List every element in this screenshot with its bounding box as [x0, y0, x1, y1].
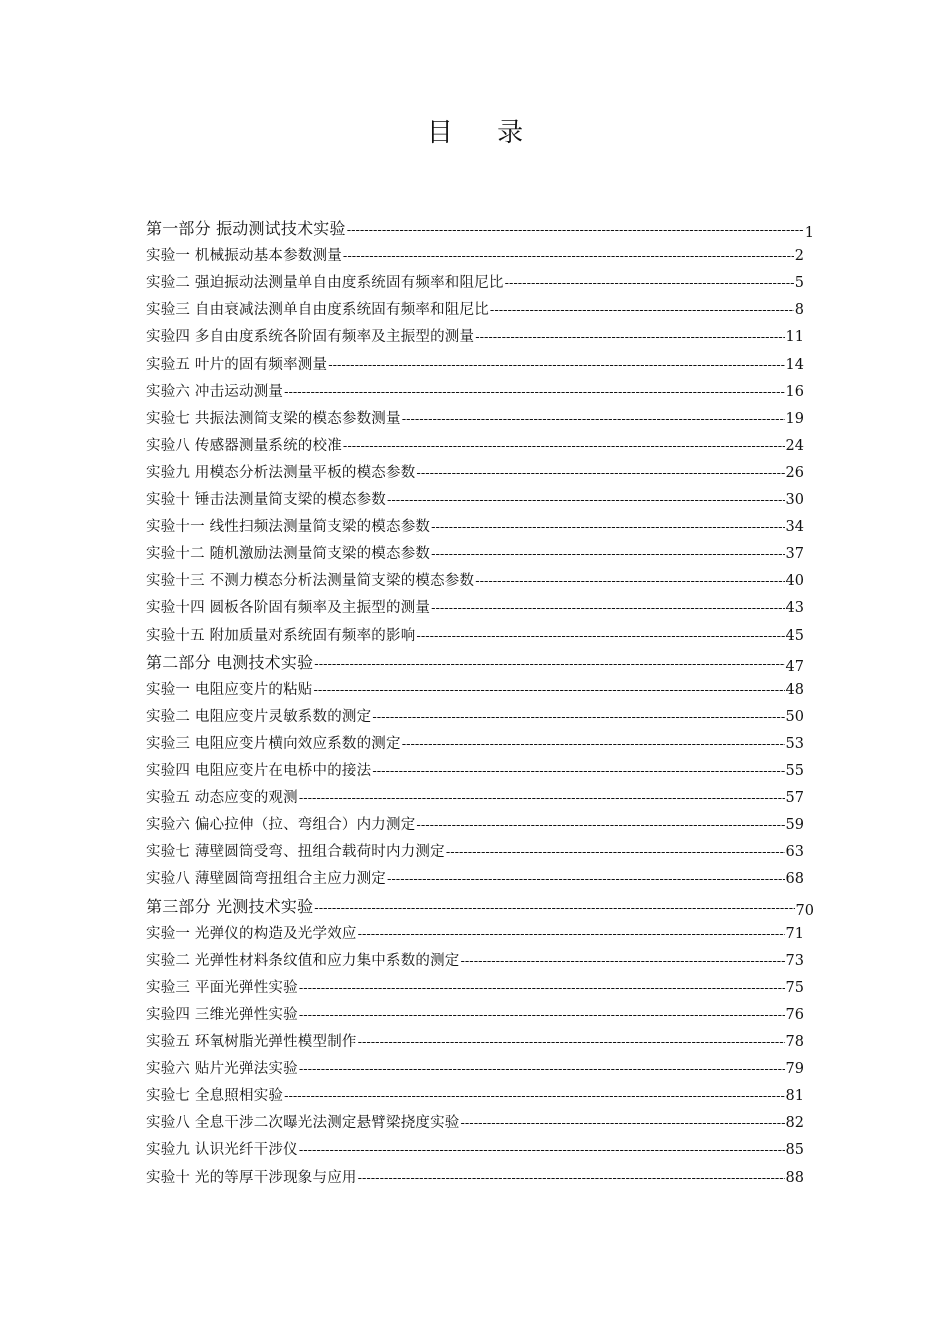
- toc-dot-leader: [416, 463, 784, 485]
- toc-dot-leader: [387, 869, 785, 891]
- toc-entry-title: 实验五 环氧树脂光弹性模型制作: [146, 1034, 357, 1050]
- toc-page-number: 88: [785, 1169, 804, 1186]
- toc-entry-row: [146, 868, 804, 890]
- toc-entry-row: [146, 570, 804, 592]
- toc-entry-title: 实验十一 线性扫频法测量简支梁的模态参数: [146, 519, 431, 536]
- toc-dot-leader: [343, 436, 785, 458]
- toc-entry-title: 实验一 光弹仪的构造及光学效应: [146, 925, 357, 942]
- toc-entry-title: 第一部分 振动测试技术实验: [146, 219, 346, 238]
- toc-page-number: 73: [785, 952, 804, 969]
- toc-entry-title: 实验六 冲击运动测量: [146, 383, 284, 400]
- toc-entry-title: 实验十四 圆板各阶固有频率及主振型的测量: [146, 600, 431, 617]
- toc-entry-row: [146, 760, 804, 782]
- toc-page-number: 43: [785, 600, 804, 617]
- toc-page-number: 82: [785, 1115, 804, 1132]
- toc-entry-row: [146, 299, 804, 321]
- toc-part-row: [146, 896, 814, 918]
- toc-entry-title: 实验五 叶片的固有频率测量: [146, 356, 328, 373]
- toc-entry-row: [146, 923, 804, 945]
- toc-page-number: 70: [795, 902, 814, 919]
- toc-entry-row: [146, 272, 804, 294]
- toc-page-number: 19: [785, 410, 804, 427]
- toc-dot-leader: [431, 544, 784, 566]
- toc-page-number: 53: [785, 735, 804, 752]
- toc-dot-leader: [475, 327, 784, 349]
- toc-entry-title: 实验八 传感器测量系统的校准: [146, 437, 342, 454]
- toc-dot-leader: [446, 842, 785, 864]
- toc-page-number: 40: [785, 573, 804, 590]
- toc-entry-title: 实验八 薄壁圆筒弯扭组合主应力测定: [146, 871, 387, 888]
- toc-entry-row: [146, 1085, 804, 1107]
- toc-dot-leader: [299, 978, 785, 1000]
- toc-entry-row: [146, 950, 804, 972]
- toc-entry-row: [146, 977, 804, 999]
- toc-dot-leader: [314, 680, 785, 702]
- toc-dot-leader: [299, 1140, 785, 1162]
- toc-dot-leader: [314, 654, 784, 676]
- toc-dot-leader: [328, 355, 784, 377]
- toc-dot-leader: [347, 220, 804, 242]
- toc-dot-leader: [431, 517, 784, 539]
- toc-entry-title: 实验十五 附加质量对系统固有频率的影响: [146, 627, 416, 644]
- toc-entry-row: [146, 1031, 804, 1053]
- toc-page-number: 26: [785, 464, 804, 481]
- toc-entry-title: 实验三 平面光弹性实验: [146, 979, 298, 996]
- toc-page-number: 34: [785, 519, 804, 536]
- toc-page-number: 45: [785, 627, 804, 644]
- toc-entry-title: 第三部分 光测技术实验: [146, 896, 314, 916]
- toc-page-number: 81: [785, 1088, 804, 1105]
- toc-page-number: 5: [794, 275, 804, 292]
- toc-dot-leader: [358, 1168, 785, 1190]
- toc-entry-row: [146, 733, 804, 755]
- toc-entry-title: 实验五 动态应变的观测: [146, 790, 298, 807]
- toc-entry-row: [146, 1139, 804, 1161]
- toc-page-number: 48: [785, 681, 804, 698]
- toc-entry-row: [146, 489, 804, 511]
- toc-page-number: 78: [785, 1034, 804, 1050]
- toc-entry-title: 实验十三 不测力模态分析法测量简支梁的模态参数: [146, 573, 475, 590]
- toc-entry-title: 实验七 共振法测简支梁的模态参数测量: [146, 410, 401, 427]
- toc-entry-row: [146, 245, 804, 267]
- toc-entry-title: 实验一 机械振动基本参数测量: [146, 248, 342, 265]
- toc-entry-title: 实验七 薄壁圆筒受弯、扭组合载荷时内力测定: [146, 844, 445, 861]
- toc-entry-row: [146, 516, 804, 538]
- toc-page-number: 59: [785, 817, 804, 834]
- toc-entry-title: 实验十 光的等厚干涉现象与应用: [146, 1169, 357, 1186]
- toc-page-number: 37: [785, 546, 804, 563]
- toc-dot-leader: [314, 898, 794, 920]
- toc-entry-row: [146, 1004, 804, 1026]
- toc-entry-row: [146, 706, 804, 728]
- toc-entry-row: [146, 435, 804, 457]
- toc-entry-title: 实验六 偏心拉伸（拉、弯组合）内力测定: [146, 817, 416, 834]
- toc-entry-row: [146, 381, 804, 403]
- toc-part-row: [146, 218, 814, 240]
- toc-entry-row: [146, 679, 804, 701]
- toc-entry-row: [146, 841, 804, 863]
- toc-dot-leader: [358, 1032, 785, 1054]
- toc-entry-title: 第二部分 电测技术实验: [146, 652, 314, 672]
- toc-dot-leader: [299, 1005, 785, 1027]
- toc-entry-title: 实验二 光弹性材料条纹值和应力集中系数的测定: [146, 952, 460, 969]
- toc-entry-row: [146, 462, 804, 484]
- toc-page-number: 50: [785, 708, 804, 725]
- toc-dot-leader: [461, 951, 785, 973]
- toc-page-number: 2: [794, 248, 804, 265]
- toc-entry-title: 实验三 电阻应变片横向效应系数的测定: [146, 735, 401, 752]
- toc-entry-title: 实验一 电阻应变片的粘贴: [146, 681, 313, 698]
- toc-entry-row: [146, 326, 804, 348]
- toc-entry-title: 实验四 多自由度系统各阶固有频率及主振型的测量: [146, 329, 475, 346]
- toc-page-number: 71: [785, 925, 804, 942]
- toc-dot-leader: [431, 598, 784, 620]
- toc-page-number: 76: [785, 1006, 804, 1023]
- toc-entry-row: [146, 408, 804, 430]
- toc-dot-leader: [372, 761, 784, 783]
- toc-page-number: 79: [785, 1061, 804, 1078]
- toc-entry-title: 实验九 认识光纤干涉仪: [146, 1142, 298, 1159]
- toc-page-number: 68: [785, 871, 804, 888]
- toc-part-row: [146, 652, 804, 674]
- toc-dot-leader: [475, 571, 784, 593]
- toc-dot-leader: [402, 734, 785, 756]
- toc-entry-title: 实验二 电阻应变片灵敏系数的测定: [146, 708, 372, 725]
- toc-entry-row: [146, 1058, 804, 1080]
- toc-entry-title: 实验六 贴片光弹法实验: [146, 1061, 298, 1078]
- toc-page-number: 11: [785, 329, 804, 346]
- toc-page-number: 16: [785, 383, 804, 400]
- toc-entry-row: [146, 543, 804, 565]
- toc-dot-leader: [284, 382, 784, 404]
- toc-dot-leader: [490, 300, 794, 322]
- toc-dot-leader: [358, 924, 785, 946]
- toc-page-number: 55: [785, 763, 804, 779]
- toc-page-number: 14: [785, 356, 804, 373]
- toc-entry-title: 实验十二 随机激励法测量简支梁的模态参数: [146, 546, 431, 563]
- toc-entry-title: 实验八 全息干涉二次曝光法测定悬臂梁挠度实验: [146, 1115, 460, 1132]
- toc-dot-leader: [284, 1086, 784, 1108]
- toc-page-number: 85: [785, 1142, 804, 1159]
- toc-entry-title: 实验二 强迫振动法测量单自由度系统固有频率和阻尼比: [146, 275, 504, 292]
- toc-entry-title: 实验七 全息照相实验: [146, 1088, 284, 1105]
- toc-page-number: 24: [785, 437, 804, 454]
- toc-page-number: 57: [785, 790, 804, 807]
- toc-entry-title: 实验十 锤击法测量简支梁的模态参数: [146, 492, 387, 508]
- toc-dot-leader: [416, 815, 784, 837]
- toc-dot-leader: [402, 409, 785, 431]
- toc-dot-leader: [343, 246, 794, 268]
- toc-dot-leader: [299, 1059, 785, 1081]
- toc-dot-leader: [299, 788, 785, 810]
- toc-entry-title: 实验四 电阻应变片在电桥中的接法: [146, 763, 372, 779]
- toc-entry-title: 实验四 三维光弹性实验: [146, 1006, 298, 1023]
- toc-page-number: 75: [785, 979, 804, 996]
- toc-entry-row: [146, 625, 804, 647]
- toc-dot-leader: [387, 490, 785, 512]
- toc-page-number: 63: [785, 844, 804, 861]
- toc-dot-leader: [372, 707, 784, 729]
- toc-entry-title: 实验九 用模态分析法测量平板的模态参数: [146, 464, 416, 481]
- toc-dot-leader: [416, 626, 784, 648]
- toc-page-number: 30: [785, 492, 804, 508]
- toc-entry-row: [146, 787, 804, 809]
- page-title: 目 录: [426, 118, 542, 148]
- toc-page-number: 1: [804, 225, 814, 241]
- toc-entry-title: 实验三 自由衰减法测单自由度系统固有频率和阻尼比: [146, 302, 489, 319]
- toc-dot-leader: [461, 1113, 785, 1135]
- toc-entry-row: [146, 1112, 804, 1134]
- toc-entry-row: [146, 597, 804, 619]
- toc-page-number: 8: [794, 302, 804, 319]
- toc-entry-row: [146, 1167, 804, 1189]
- toc-entry-row: [146, 354, 804, 376]
- toc-page-number: 47: [785, 658, 804, 675]
- toc-entry-row: [146, 814, 804, 836]
- toc-dot-leader: [505, 273, 794, 295]
